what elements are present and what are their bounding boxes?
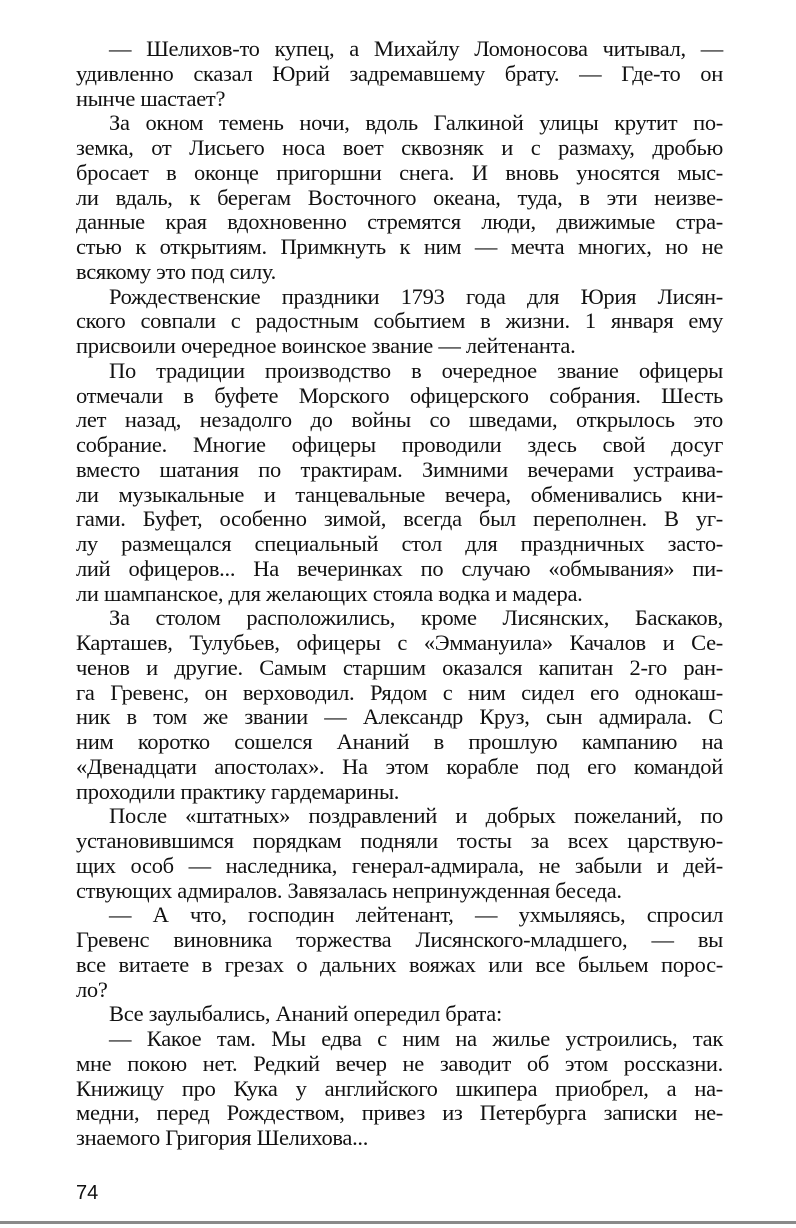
- text-line: нынче шастает?: [76, 85, 226, 111]
- text-line: ли шампанское, для желающих стояла водка и мадера.: [76, 580, 583, 606]
- page-body: [76, 37, 723, 1151]
- paragraph: [76, 359, 723, 607]
- text-line: По традиции производство в очередное звание офицеры: [109, 357, 723, 383]
- text-line: собрание. Многие офицеры проводили здесь свой досуг: [76, 432, 723, 457]
- text-line: га Гревенс, он верховодил. Рядом с ним сидел его однокаш-: [76, 679, 723, 705]
- text-line: знаемого Григория Шелихова...: [76, 1125, 369, 1150]
- text-line: медни, перед Рождеством, привез из Петербурга записки не-: [76, 1100, 723, 1126]
- text-line: За окном темень ночи, вдоль Галкиной улицы крутит по-: [109, 110, 723, 136]
- text-line: стью к открытиям. Примкнуть к ним — мечта многих, но не: [76, 234, 723, 259]
- text-line: земка, от Лисьего носа воет сквозняк и с размаху, дробью: [76, 135, 723, 160]
- text-line: Все заулыбались, Ананий опередил брата:: [109, 1001, 502, 1027]
- text-line: вместо шатания по трактирам. Зимними вечерами устраива-: [76, 456, 723, 482]
- text-line: проходили практику гардемарины.: [76, 778, 400, 804]
- paragraph: [76, 804, 723, 903]
- text-line: ним коротко сошелся Ананий в прошлую кампанию на: [76, 729, 723, 754]
- text-line: бросает в оконце пригоршни снега. И вновь уносятся мыс-: [76, 159, 723, 185]
- text-line: — А что, господин лейтенант, — ухмыляясь, спросил: [109, 902, 723, 928]
- text-line: ли музыкальные и танцевальные вечера, обменивались кни-: [76, 481, 723, 507]
- text-line: «Двенадцати апостолах». На этом корабле под его командой: [76, 753, 723, 779]
- paragraph: [76, 903, 723, 1002]
- text-line: установившимся порядкам подняли тосты за всех царствую-: [76, 828, 723, 853]
- text-line: ли вдаль, к берегам Восточного океана, туда, в эти неизве-: [76, 184, 723, 210]
- text-line: За столом расположились, кроме Лисянских, Баскаков,: [109, 605, 723, 631]
- text-line: — Какое там. Мы едва с ним на жилье устроились, так: [109, 1026, 723, 1051]
- text-line: все витаете в грезах о дальних вояжах или все быльем порос-: [76, 951, 723, 977]
- paragraph: [76, 606, 723, 804]
- paragraph: [76, 1002, 723, 1027]
- text-line: данные края вдохновенно стремятся люди, движимые стра-: [76, 209, 723, 235]
- text-line: лет назад, незадолго до войны со шведами, открылось это: [76, 407, 723, 433]
- page-number: 74: [76, 1182, 99, 1204]
- text-line: ского совпали с радостным событием в жизни. 1 января ему: [76, 308, 723, 334]
- page-bottom-border: [0, 1221, 796, 1224]
- text-line: Карташев, Тулубьев, офицеры с «Эммануила» Качалов и Се-: [76, 630, 723, 655]
- paragraph: [76, 37, 723, 111]
- paragraph: [76, 111, 723, 284]
- text-line: присвоили очередное воинское звание — лейтенанта.: [76, 333, 576, 358]
- text-line: отмечали в буфете Морского офицерского собрания. Шесть: [76, 382, 723, 408]
- text-line: Книжицу про Кука у английского шкипера приобрел, а на-: [76, 1075, 723, 1101]
- text-line: Гревенс виновника торжества Лисянского-младшего, — вы: [76, 927, 723, 952]
- paragraph: [76, 1027, 723, 1151]
- text-line: всякому это под силу.: [76, 258, 276, 284]
- text-line: Рождественские праздники 1793 года для Юрия Лисян-: [109, 283, 723, 309]
- text-line: гами. Буфет, особенно зимой, всегда был переполнен. В уг-: [76, 506, 723, 532]
- text-line: — Шелихов-то купец, а Михайлу Ломоносова читывал, —: [109, 36, 723, 61]
- text-line: лу размещался специальный стол для праздничных засто-: [76, 531, 723, 556]
- text-line: ствующих адмиралов. Завязалась непринужденная беседа.: [76, 877, 622, 903]
- paragraph: [76, 285, 723, 359]
- text-line: удивленно сказал Юрий задремавшему брату. — Где-то он: [76, 60, 723, 86]
- text-line: щих особ — наследника, генерал-адмирала, не забыли и дей-: [76, 852, 723, 878]
- text-line: ник в том же звании — Александр Круз, сын адмирала. С: [76, 704, 723, 730]
- text-line: лий офицеров... На вечеринках по случаю «обмывания» пи-: [76, 555, 723, 581]
- text-line: ченов и другие. Самым старшим оказался капитан 2-го ран-: [76, 654, 723, 680]
- text-line: мне покою нет. Редкий вечер не заводит об этом россказни.: [76, 1050, 723, 1076]
- text-line: ло?: [76, 976, 108, 1002]
- text-line: После «штатных» поздравлений и добрых пожеланий, по: [109, 803, 723, 829]
